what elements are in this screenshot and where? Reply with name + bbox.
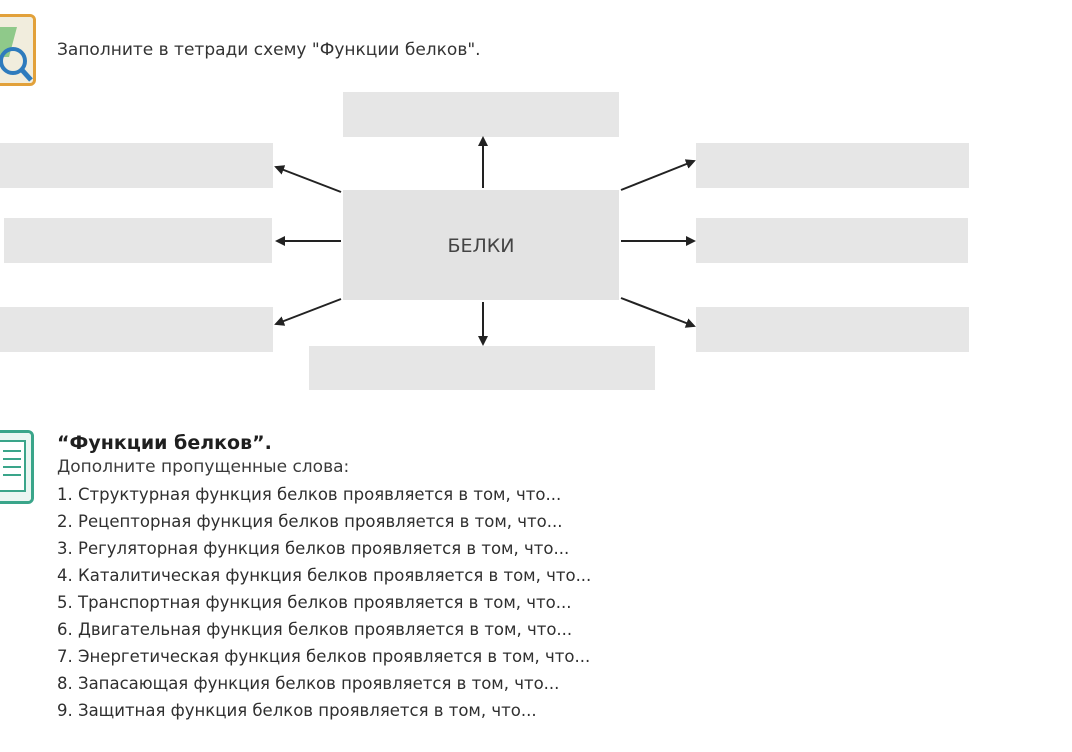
arrow-left-1 bbox=[276, 167, 341, 192]
list-item: 4. Каталитическая функция белков проявляется в том, что... bbox=[57, 566, 592, 585]
blank-box-top bbox=[343, 92, 619, 137]
list-item: 6. Двигательная функция белков проявляется в том, что... bbox=[57, 620, 573, 639]
blank-box-left-3 bbox=[0, 307, 273, 352]
list-item: 5. Транспортная функция белков проявляется в том, что... bbox=[57, 593, 572, 612]
blank-box-right-2 bbox=[696, 218, 968, 263]
task2-title: “Функции белков”. bbox=[57, 432, 272, 454]
center-label: БЕЛКИ bbox=[447, 235, 515, 257]
arrow-left-3 bbox=[276, 299, 341, 324]
function-list bbox=[57, 481, 957, 724]
blank-box-bottom bbox=[309, 346, 655, 390]
blank-box-right-3 bbox=[696, 307, 969, 352]
blank-box-left-1 bbox=[0, 143, 273, 188]
list-item: 3. Регуляторная функция белков проявляется в том, что... bbox=[57, 539, 570, 558]
list-item: 1. Структурная функция белков проявляется в том, что... bbox=[57, 485, 562, 504]
task2-subtitle: Дополните пропущенные слова: bbox=[57, 457, 350, 477]
list-item: 2. Рецепторная функция белков проявляется в том, что... bbox=[57, 512, 563, 531]
list-item: 8. Запасающая функция белков проявляется в том, что... bbox=[57, 674, 560, 693]
blank-box-left-2 bbox=[4, 218, 272, 263]
notes-icon bbox=[0, 430, 34, 504]
list-item: 9. Защитная функция белков проявляется в том, что... bbox=[57, 701, 537, 720]
arrow-right-1 bbox=[621, 161, 694, 190]
arrow-right-3 bbox=[621, 298, 694, 326]
blank-box-right-1 bbox=[696, 143, 969, 188]
task2-section bbox=[57, 432, 957, 724]
task-instruction: Заполните в тетради схему "Функции белков". bbox=[57, 40, 481, 60]
list-item: 7. Энергетическая функция белков проявляется в том, что... bbox=[57, 647, 591, 666]
